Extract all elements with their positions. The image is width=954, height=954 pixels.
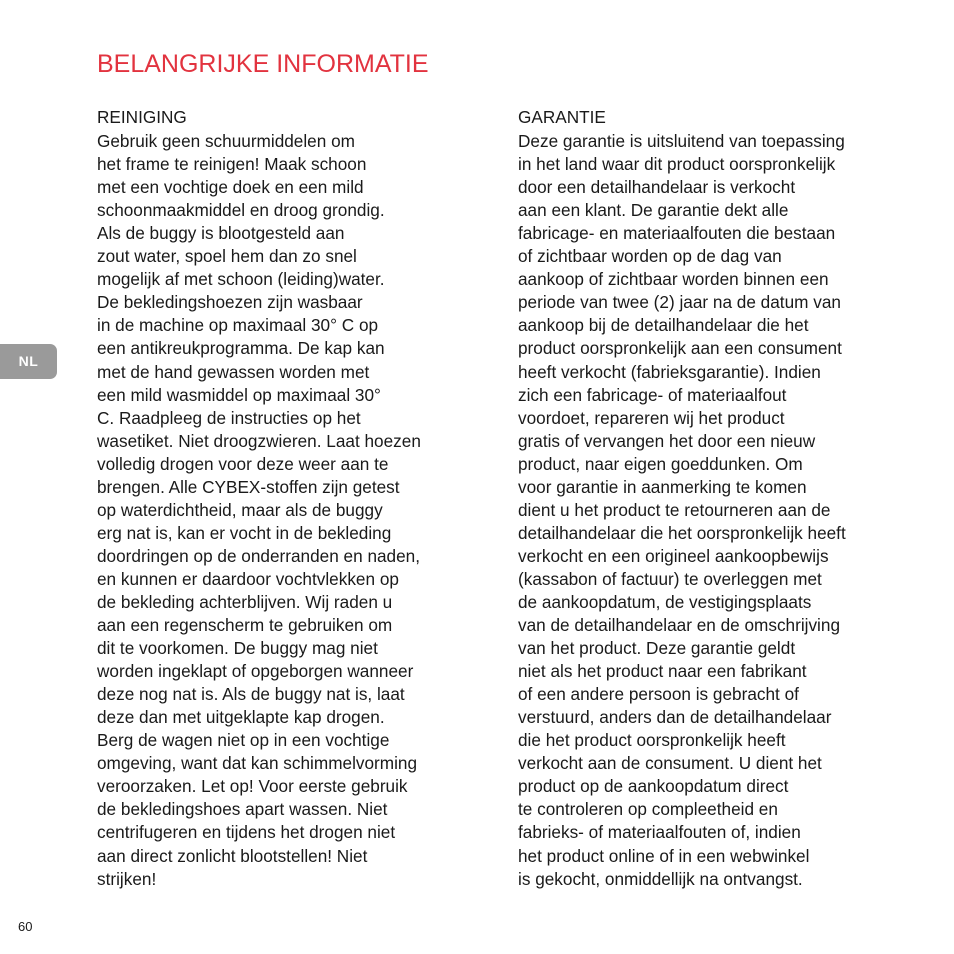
text-line: in het land waar dit product oorspronkelijk: [518, 154, 836, 175]
text-line: omgeving, want dat kan schimmelvorming: [97, 753, 418, 774]
text-line: Als de buggy is blootgesteld aan: [97, 223, 345, 244]
text-line: of zichtbaar worden op de dag van: [518, 246, 782, 267]
text-line: verkocht aan de consument. U dient het: [518, 753, 822, 774]
text-line: wasetiket. Niet droogzwieren. Laat hoezen: [97, 430, 421, 451]
text-line: het frame te reinigen! Maak schoon: [97, 154, 367, 175]
text-line: aan een klant. De garantie dekt alle: [518, 200, 789, 221]
text-line: met een vochtige doek en een mild: [97, 177, 364, 198]
text-line: erg nat is, kan er vocht in de bekleding: [97, 522, 392, 543]
text-line: fabricage- en materiaalfouten die bestaan: [518, 223, 836, 244]
text-line: de bekledingshoes apart wassen. Niet: [97, 799, 388, 820]
text-line: aan een regenscherm te gebruiken om: [97, 615, 393, 636]
text-line: aan direct zonlicht blootstellen! Niet: [97, 845, 368, 866]
page-title: BELANGRIJKE INFORMATIE: [97, 50, 429, 78]
page-number: 60: [18, 919, 33, 934]
text-line: worden ingeklapt of opgeborgen wanneer: [97, 661, 414, 682]
text-line: product op de aankoopdatum direct: [518, 776, 789, 797]
text-line: deze dan met uitgeklapte kap drogen.: [97, 707, 385, 728]
warranty-body: [518, 130, 903, 891]
text-line: dit te voorkomen. De buggy mag niet: [97, 638, 378, 659]
text-line: Deze garantie is uitsluitend van toepassing: [518, 131, 845, 152]
text-line: verstuurd, anders dan de detailhandelaar: [518, 707, 832, 728]
cleaning-heading: REINIGING: [97, 107, 187, 127]
text-line: verkocht en een origineel aankoopbewijs: [518, 545, 829, 566]
text-line: te controleren op compleetheid en: [518, 799, 778, 820]
text-line: C. Raadpleeg de instructies op het: [97, 407, 361, 428]
text-line: zout water, spoel hem dan zo snel: [97, 246, 357, 267]
text-line: niet als het product naar een fabrikant: [518, 661, 807, 682]
text-line: doordringen op de onderranden en naden,: [97, 545, 421, 566]
text-line: fabrieks- of materiaalfouten of, indien: [518, 822, 801, 843]
text-line: Berg de wagen niet op in een vochtige: [97, 730, 390, 751]
text-line: heeft verkocht (fabrieksgarantie). Indien: [518, 361, 821, 382]
text-line: aankoop of zichtbaar worden binnen een: [518, 269, 829, 290]
text-line: brengen. Alle CYBEX-stoffen zijn getest: [97, 476, 400, 497]
text-line: gratis of vervangen het door een nieuw: [518, 430, 816, 451]
text-line: door een detailhandelaar is verkocht: [518, 177, 796, 198]
text-line: de aankoopdatum, de vestigingsplaats: [518, 591, 812, 612]
text-line: een antikreukprogramma. De kap kan: [97, 338, 385, 359]
text-line: centrifugeren en tijdens het drogen niet: [97, 822, 396, 843]
text-line: een mild wasmiddel op maximaal 30°: [97, 384, 381, 405]
text-line: aankoop bij de detailhandelaar die het: [518, 315, 809, 336]
text-line: veroorzaken. Let op! Voor eerste gebruik: [97, 776, 408, 797]
text-line: en kunnen er daardoor vochtvlekken op: [97, 568, 399, 589]
text-line: op waterdichtheid, maar als de buggy: [97, 499, 383, 520]
text-line: De bekledingshoezen zijn wasbaar: [97, 292, 363, 313]
text-line: (kassabon of factuur) te overleggen met: [518, 568, 822, 589]
cleaning-body: [97, 130, 477, 891]
text-line: de bekleding achterblijven. Wij raden u: [97, 591, 393, 612]
text-line: dient u het product te retourneren aan de: [518, 499, 831, 520]
text-line: volledig drogen voor deze weer aan te: [97, 453, 389, 474]
text-line: detailhandelaar die het oorspronkelijk heeft: [518, 522, 846, 543]
text-line: zich een fabricage- of materiaalfout: [518, 384, 787, 405]
text-line: van het product. Deze garantie geldt: [518, 638, 796, 659]
text-line: met de hand gewassen worden met: [97, 361, 370, 382]
text-line: voordoet, repareren wij het product: [518, 407, 785, 428]
text-line: van de detailhandelaar en de omschrijving: [518, 615, 840, 636]
text-line: mogelijk af met schoon (leiding)water.: [97, 269, 385, 290]
text-line: strijken!: [97, 868, 157, 889]
text-line: product oorspronkelijk aan een consument: [518, 338, 842, 359]
text-line: of een andere persoon is gebracht of: [518, 684, 799, 705]
text-line: schoonmaakmiddel en droog grondig.: [97, 200, 385, 221]
cleaning-section: [97, 106, 477, 891]
language-tab: NL: [0, 344, 57, 379]
text-line: deze nog nat is. Als de buggy nat is, laat: [97, 684, 405, 705]
text-line: voor garantie in aanmerking te komen: [518, 476, 807, 497]
text-line: het product online of in een webwinkel: [518, 845, 810, 866]
text-line: product, naar eigen goeddunken. Om: [518, 453, 803, 474]
text-line: die het product oorspronkelijk heeft: [518, 730, 786, 751]
text-line: Gebruik geen schuurmiddelen om: [97, 131, 355, 152]
warranty-heading: GARANTIE: [518, 107, 606, 127]
text-line: is gekocht, onmiddellijk na ontvangst.: [518, 868, 803, 889]
warranty-section: [518, 106, 903, 891]
text-line: in de machine op maximaal 30° C op: [97, 315, 379, 336]
text-line: periode van twee (2) jaar na de datum van: [518, 292, 841, 313]
